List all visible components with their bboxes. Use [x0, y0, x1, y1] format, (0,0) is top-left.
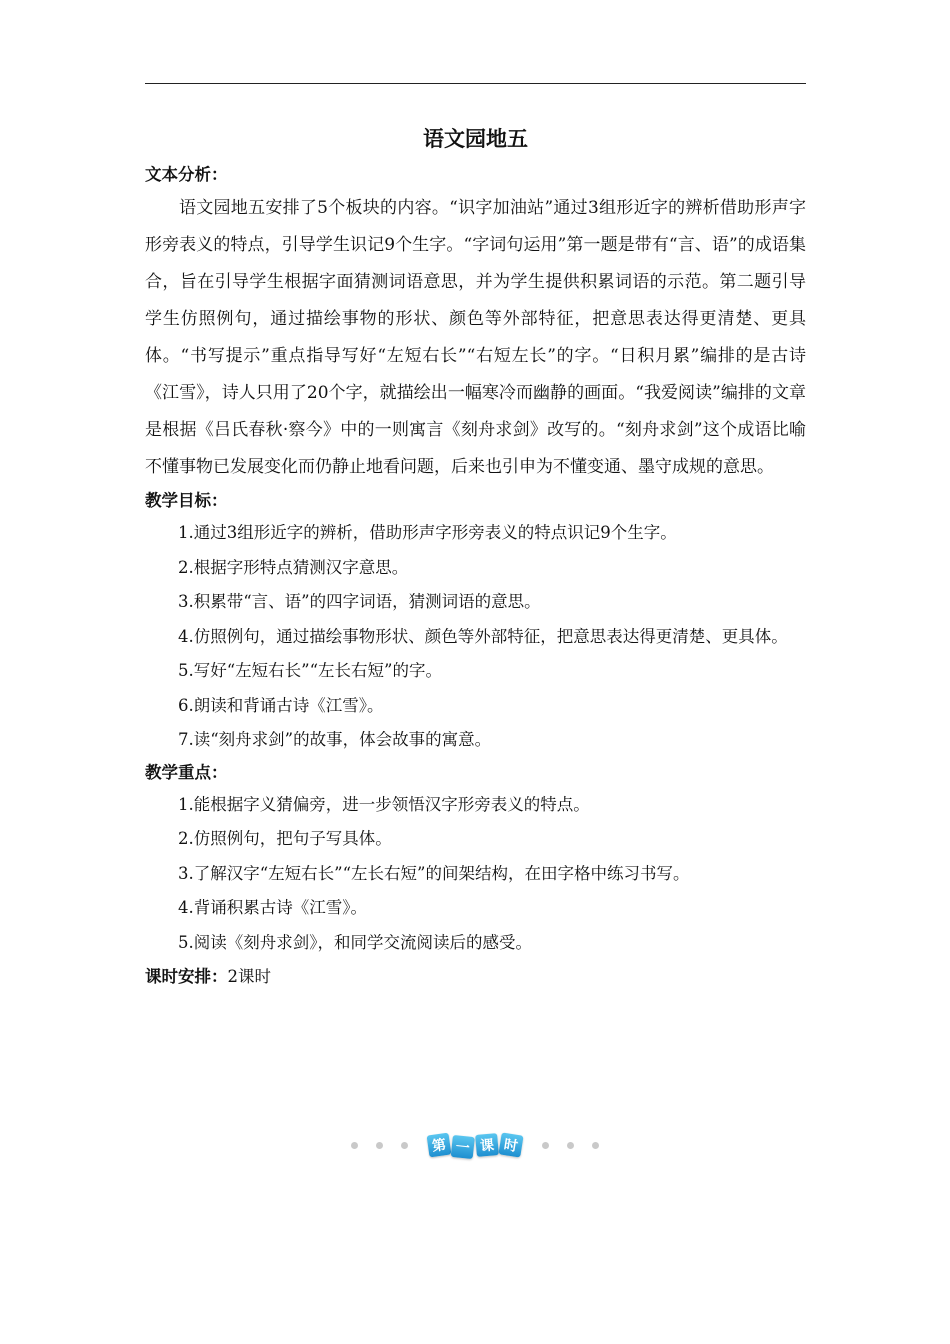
- lesson-badge-char: 一: [451, 1135, 475, 1159]
- decorative-dot: [351, 1142, 358, 1149]
- lesson-badge-char: 时: [498, 1132, 523, 1157]
- goal-item: 2.根据字形特点猜测汉字意思。: [178, 557, 409, 577]
- decorative-dot: [567, 1142, 574, 1149]
- focus-item: 3.了解汉字“左短右长”“左长右短”的间架结构，在田字格中练习书写。: [178, 863, 690, 883]
- decorative-dot: [542, 1142, 549, 1149]
- focus-item: 2.仿照例句，把句子写具体。: [178, 829, 392, 848]
- header-rule: [145, 83, 806, 84]
- focus-item: 4.背诵积累古诗《江雪》。: [178, 898, 367, 917]
- lesson-badge-char: 课: [475, 1133, 499, 1157]
- goal-item: 6.朗读和背诵古诗《江雪》。: [178, 695, 384, 715]
- analysis-heading: 文本分析：: [145, 165, 228, 184]
- document-body: [145, 122, 806, 994]
- schedule-line: [145, 960, 806, 994]
- schedule-label: 课时安排：: [145, 967, 228, 986]
- goal-item: 4.仿照例句，通过描绘事物形状、颜色等外部特征，把意思表达得更清楚、更具体。: [178, 626, 788, 646]
- decorative-dot: [401, 1142, 408, 1149]
- lesson-banner: [0, 1128, 950, 1162]
- schedule-value: 2课时: [227, 967, 271, 986]
- decorative-dot: [592, 1142, 599, 1149]
- goal-item: 7.读“刻舟求剑”的故事，体会故事的寓意。: [178, 730, 492, 749]
- decorative-dot: [376, 1142, 383, 1149]
- focus-item: 1.能根据字义猜偏旁，进一步领悟汉字形旁表义的特点。: [178, 794, 590, 814]
- document-title: 语文园地五: [423, 126, 528, 151]
- goal-item: 1.通过3组形近字的辨析，借助形声字形旁表义的特点识记9个生字。: [178, 523, 677, 542]
- analysis-paragraph: 语文园地五安排了5个板块的内容。“识字加油站”通过3组形近字的辨析借助形声字形旁表义的特点，引导学生识记9个生字。“字词句运用”第一题是带有“言、语”的成语集合，旨在引导学生根据字面猜测词语意思，并为学生提供积累词语的示范。第二题引导学生仿照例句，通过描绘事物的形状、颜色等外部特征，把意思表达得更清楚、更具体。“书写提示”重点指导写好“左短右长”“右短左长”的字。“日积月累”编排的是古诗《江雪》，诗人只用了20个字，就描绘出一幅寒冷而幽静的画面。“我爱阅读”编排的文章是根据《吕氏春秋·察今》中的一则寓言《刻舟求剑》改写的。“刻舟求剑”这个成语比喻不懂事物已发展变化而仍静止地看问题，后来也引申为不懂变通、墨守成规的意思。: [145, 198, 806, 477]
- goals-heading: 教学目标：: [145, 491, 228, 510]
- lesson-badge-char: 第: [427, 1133, 452, 1158]
- goal-item: 3.积累带“言、语”的四字词语，猜测词语的意思。: [178, 592, 541, 611]
- lesson-badge: [427, 1134, 523, 1156]
- goal-item: 5.写好“左短右长”“左长右短”的字。: [178, 661, 442, 680]
- focus-heading: 教学重点：: [145, 762, 228, 782]
- focus-item: 5.阅读《刻舟求剑》，和同学交流阅读后的感受。: [178, 932, 532, 952]
